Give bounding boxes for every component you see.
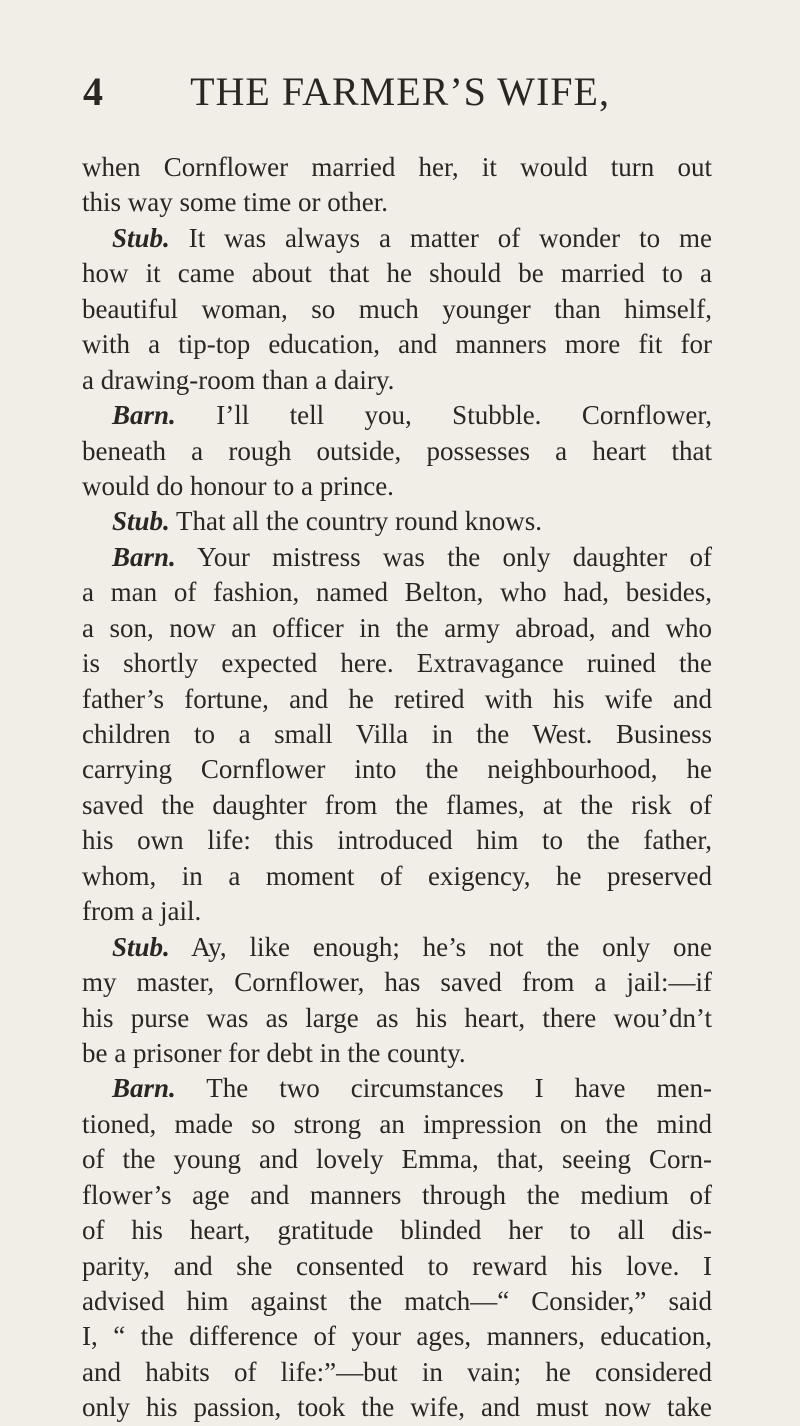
line-text: parity, and she consented to reward his love. I <box>82 1250 712 1281</box>
line-text: father’s fortune, and he retired with his wife and <box>82 683 712 714</box>
line-text: flower’s age and manners through the medium of <box>82 1179 712 1210</box>
text-line <box>82 611 712 646</box>
line-text: That all the country round knows. <box>169 506 542 537</box>
text-line <box>82 540 712 575</box>
line-text: saved the daughter from the flames, at the risk of <box>82 789 712 820</box>
line-text: Your mistress was the only daughter of <box>175 541 712 572</box>
text-line <box>82 682 712 717</box>
line-text: a man of fashion, named Belton, who had, besides, <box>82 577 712 608</box>
line-text: only his passion, took the wife, and must now take <box>82 1392 712 1423</box>
text-line <box>82 398 712 433</box>
line-text: beautiful woman, so much younger than himself, <box>82 293 712 324</box>
line-text: my master, Cornflower, has saved from a jail:—if <box>82 967 712 998</box>
text-line <box>82 1107 712 1142</box>
speaker-name: Barn. <box>112 541 176 572</box>
text-line <box>82 788 712 823</box>
line-text: advised him against the match—“ Consider,” said <box>82 1286 712 1316</box>
line-text: a drawing-room than a dairy. <box>82 364 395 395</box>
line-text: The two circumstances I have men- <box>175 1073 712 1104</box>
text-line <box>82 1319 712 1354</box>
line-text: this way some time or other. <box>82 187 388 218</box>
line-text: Ay, like enough; he’s not the only one <box>169 931 712 962</box>
line-text: is shortly expected here. Extravagance ruined the <box>82 648 712 679</box>
text-line <box>82 894 712 929</box>
text-line <box>82 930 712 965</box>
line-text: when Cornflower married her, it would turn out <box>82 152 712 182</box>
page-header <box>0 62 800 122</box>
text-line <box>82 1142 712 1177</box>
running-title: THE FARMER’S WIFE, <box>190 69 610 114</box>
page-number: 4 <box>83 69 103 114</box>
line-text: his own life: this introduced him to the father, <box>82 825 712 856</box>
text-line <box>82 965 712 1000</box>
line-text: children to a small Villa in the West. Business <box>82 719 712 749</box>
text-line <box>82 1071 712 1106</box>
text-line <box>82 1355 712 1390</box>
line-text: with a tip-top education, and manners more fit for <box>82 329 712 360</box>
text-line <box>82 752 712 787</box>
line-text: his purse was as large as his heart, there wou’dn’t <box>82 1002 712 1033</box>
text-line <box>82 823 712 858</box>
line-text: I’ll tell you, Stubble. Cornflower, <box>175 400 712 431</box>
line-text: tioned, made so strong an impression on the mind <box>82 1108 712 1139</box>
text-line <box>82 150 712 185</box>
line-text: of his heart, gratitude blinded her to all dis- <box>82 1215 712 1246</box>
text-line <box>82 1390 712 1425</box>
line-text: carrying Cornflower into the neighbourhood, he <box>82 754 712 785</box>
line-text: from a jail. <box>82 896 202 927</box>
line-text: a son, now an officer in the army abroad, and who <box>82 612 712 643</box>
text-line <box>82 292 712 327</box>
text-line <box>82 575 712 610</box>
text-line <box>82 256 712 291</box>
text-line <box>82 221 712 256</box>
text-line <box>82 859 712 894</box>
text-line <box>82 1213 712 1248</box>
line-text: I, “ the difference of your ages, manners, education, <box>82 1321 712 1352</box>
text-line <box>82 504 712 539</box>
text-line <box>82 1036 712 1071</box>
text-line <box>82 646 712 681</box>
text-line <box>82 1178 712 1213</box>
speaker-name: Stub. <box>112 931 170 962</box>
speaker-name: Barn. <box>112 1073 176 1104</box>
speaker-name: Stub. <box>112 506 170 537</box>
text-line <box>82 185 712 220</box>
line-text: whom, in a moment of exigency, he preserved <box>82 860 712 891</box>
text-line <box>82 363 712 398</box>
text-line <box>82 1001 712 1036</box>
line-text: how it came about that he should be married to a <box>82 258 712 289</box>
body-text <box>82 150 712 1426</box>
speaker-name: Barn. <box>112 400 176 431</box>
text-line <box>82 434 712 469</box>
text-line <box>82 327 712 362</box>
text-line <box>82 717 712 752</box>
line-text: would do honour to a prince. <box>82 470 394 501</box>
text-line <box>82 1249 712 1284</box>
line-text: and habits of life:”—but in vain; he considered <box>82 1356 712 1387</box>
text-line <box>82 1284 712 1319</box>
line-text: of the young and lovely Emma, that, seeing Corn- <box>82 1144 712 1175</box>
text-line <box>82 469 712 504</box>
line-text: beneath a rough outside, possesses a heart that <box>82 435 712 466</box>
line-text: be a prisoner for debt in the county. <box>82 1037 466 1068</box>
line-text: It was always a matter of wonder to me <box>169 222 712 253</box>
speaker-name: Stub. <box>112 222 170 253</box>
